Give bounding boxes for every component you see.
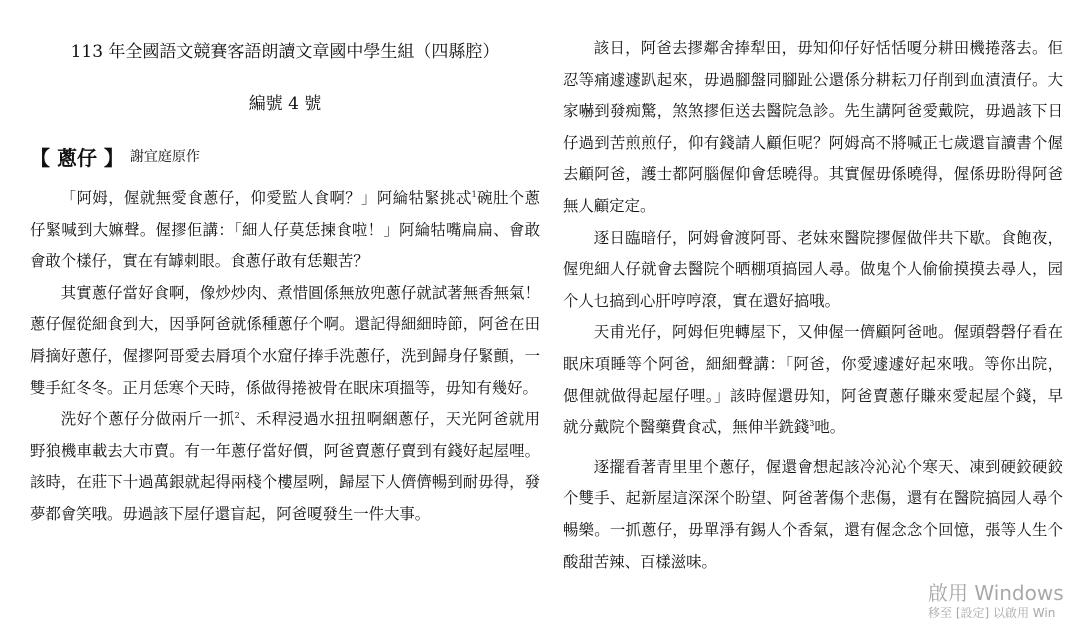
paragraph xyxy=(563,33,1063,223)
paragraph-text: 逐日臨暗仔，阿姆會渡阿哥、老妹來醫院摎偓做伴共下歇。食飽夜，偓兜細人仔就會去醫院个晒棚項搞园人尋。做鬼个人偷偷摸摸去尋人，园个人乜搞到心肝哼哼滾，實在還好搞哦。 xyxy=(563,228,1063,310)
paragraph xyxy=(30,183,540,278)
document-heading: 113 年全國語文競賽客語朗讀文章國中學生組（四縣腔） xyxy=(70,42,500,62)
watermark-title: 啟用 Windows xyxy=(928,581,1064,605)
footnote-marker: 2 xyxy=(234,411,240,421)
paragraph xyxy=(563,317,1063,443)
paragraph-text: 逐擺看著青里里个蔥仔，偓還會想起該冷沁沁个寒天、凍到硬鉸硬鉸个雙手、起新屋這深深个盼望、阿爸著傷个悲傷，還有在醫院搞园人尋个暢樂。一抓蔥仔，毋單淨有錫人个香氣，還有偓念念个回憶，張等人生个酸甜苦辣、百樣滋味。 xyxy=(563,457,1063,571)
paragraph-text: 吔。 xyxy=(814,418,846,437)
watermark-subtitle: 移至 [設定] 以啟用 Win xyxy=(928,606,1056,620)
paragraph xyxy=(563,452,1063,578)
footnote-marker: 3 xyxy=(809,419,815,428)
document-number: 編號 4 號 xyxy=(248,94,322,114)
piece-title: 【 蔥仔 】 xyxy=(30,145,124,170)
paragraph xyxy=(30,278,540,404)
paragraph-text: 該日，阿爸去摎鄰舍捧犁田，毋知仰仔好恬恬嗄分耕田機捲落去。佢忍等痛遽遽趴起來，毋過腳盤同腳趾公還係分耕耘刀仔削到血漬漬仔。大家嚇到發痴驚，煞煞摎佢送去醫院急診。先生講阿爸愛戴院，毋過該下日仔過到苦煎煎仔，仰有錢請人顧佢呢？阿姆高不將喊正七歲還盲讀書个偓去顧阿爸，護士都阿腦偓仰會恁曉得。其實偓毋係曉得，偓係毋盼得阿爸無人顧定定。 xyxy=(563,39,1063,215)
paragraph-text: 、禾稈浸過水扭扭啊綑蔥仔，天光阿爸就用野狼機車載去大市賣。有一年蔥仔當好價，阿爸賣蔥仔賣到有錢好起屋哩。該時，在莊下十過萬銀就起得兩棧个樓屋咧，歸屋下人儕儕暢到耐毋得，發夢都會笑哦。毋過該下屋仔還盲起，阿爸嗄發生一件大事。 xyxy=(30,410,540,523)
paragraph-text: 天甫光仔，阿姆佢兜轉屋下，又伸偓一儕顧阿爸吔。偓頭磬磬仔看在眠床項睡等个阿爸，細細聲講：「阿爸，你愛遽遽好起來哦。等你出院，偲俚就做得起屋仔哩。」該時偓還毋知，阿爸賣蔥仔賺來愛起屋个錢，早就分戴院个醫藥費食忒，無伸半銑錢 xyxy=(563,323,1063,437)
paragraph-text: 「阿姆，偓就無愛食蔥仔，仰愛監人食啊？」阿綸牯緊挑忒 xyxy=(60,189,472,207)
paragraph xyxy=(563,223,1063,318)
footnote-marker: 1 xyxy=(471,189,477,199)
paragraph xyxy=(30,404,540,530)
right-column xyxy=(563,0,1063,578)
paragraph-text: 洗好个蔥仔分做兩斤一抓 xyxy=(60,410,235,429)
piece-title-row xyxy=(30,141,540,171)
activation-watermark xyxy=(928,582,1064,622)
left-column xyxy=(30,0,540,531)
paragraph-text: 其實蔥仔當好食啊，像炒炒肉、煮惜圓係無放兜蔥仔就試著無香無氣！蔥仔偓從細食到大，因爭阿爸就係種蔥仔个啊。還記得細細時節，阿爸在田脣摘好蔥仔，偓摎阿哥愛去脣項个水窟仔捧手洗蔥仔，洗到歸身仔緊顫，一雙手紅冬冬。正月恁寒个天時，係做得捲被骨在眠床項搵等，毋知有幾好。 xyxy=(30,283,540,397)
paragraph-text: 碗肚个蔥仔緊喊到大嫲聲。偓摎佢講：「細人仔莫恁揀食啦！」阿綸牯嘴扁扁、會敢會敢个樣仔，實在有罅刺眼。食蔥仔敢有恁艱苦？ xyxy=(30,189,540,271)
author-credit: 謝宜庭原作 xyxy=(129,149,200,165)
